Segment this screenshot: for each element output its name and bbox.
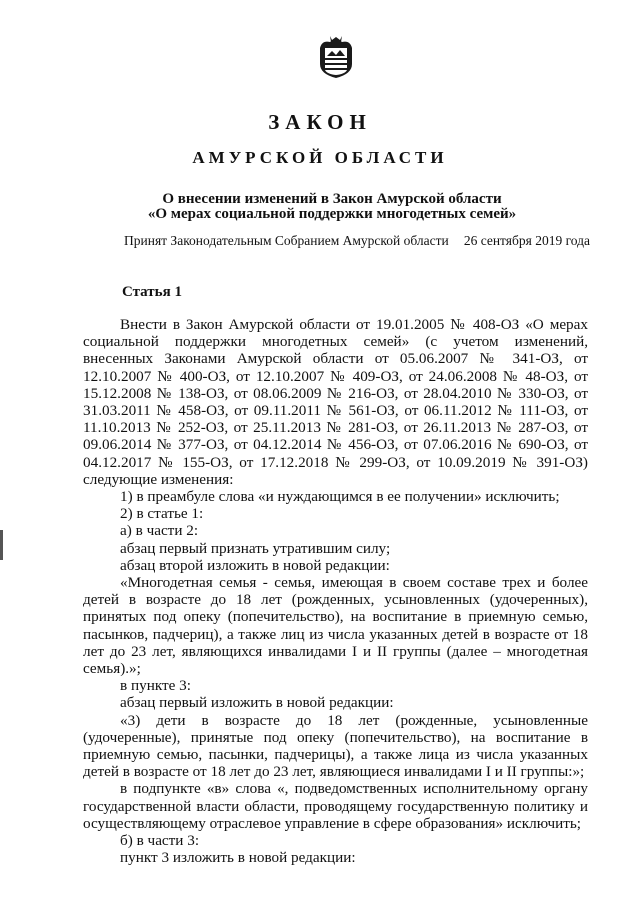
adopted-date: 26 сентября 2019 года xyxy=(463,233,590,248)
document-title: ЗАКОН xyxy=(268,110,372,134)
paragraph: б) в части 3: xyxy=(120,832,200,850)
paragraph: а) в части 2: xyxy=(120,522,199,540)
quoted-paragraph: «Многодетная семья - семья, имеющая в своем составе трех и более детей в возрасте до 18 лет (рожденных, усыновленных (удочеренных), принятых под опеку (попечительство), на воспитание в приемную семью, пасынков, падчериц), а также лиц из числа указанных детей в возрасте от 18 лет до 23 лет, являющихся инвалидами I и II группы (далее – многодетная семья).»; xyxy=(83,574,588,678)
paragraph: в пункте 3: xyxy=(120,677,191,695)
article-heading: Статья 1 xyxy=(122,284,182,300)
subject-line-2: «О мерах социальной поддержки многодетных семей» xyxy=(147,206,517,222)
article-body xyxy=(83,316,588,867)
subject-line-1: О внесении изменений в Закон Амурской области xyxy=(162,191,502,207)
adoption-line xyxy=(124,233,590,249)
issuing-region: АМУРСКОЙ ОБЛАСТИ xyxy=(192,148,448,167)
scan-edge-mark xyxy=(0,530,3,560)
paragraph: абзац первый признать утратившим силу; xyxy=(120,539,391,557)
quoted-paragraph: «3) дети в возрасте до 18 лет (рожденные, усыновленные (удочеренные), принятые под опеку (попечительство), на воспитание в приемную семью, пасынки, падчерицы), а также лица из числа указанных детей в возрасте от 18 лет до 23 лет, являющиеся инвалидами I и II группы:»; xyxy=(83,711,588,781)
paragraph: в подпункте «в» слова «, подведомственных исполнительному органу государственной власти области, проводящему государственную политику и осуществляющему отраслевое управление в сфере образования» исключить; xyxy=(83,780,588,832)
paragraph: абзац второй изложить в новой редакции: xyxy=(120,556,390,574)
article-intro: Внести в Закон Амурской области от 19.01.2005 № 408-ОЗ «О мерах социальной поддержки многодетных семей» (с учетом изменений, внесенных Законами Амурской области от 05.06.2007 № 341-ОЗ, от 12.10.2007 № 400-ОЗ, от 12.10.2007 № 409-ОЗ, от 24.06.2008 № 48-ОЗ, от 15.12.2008 № 138-ОЗ, от 08.06.2009 № 216-ОЗ, от 28.04.2010 № 330-ОЗ, от 31.03.2011 № 458-ОЗ, от 09.11.2011 № 561-ОЗ, от 06.11.2012 № 111-ОЗ, от 11.10.2013 № 252-ОЗ, от 25.11.2013 № 281-ОЗ, от 26.11.2013 № 287-ОЗ, от 09.06.2014 № 377-ОЗ, от 04.12.2014 № 456-ОЗ, от 07.06.2016 № 690-ОЗ, от 04.12.2017 № 155-ОЗ, от 17.12.2018 № 299-ОЗ, от 10.09.2019 № 391-ОЗ) следующие изменения: xyxy=(83,316,588,488)
paragraph: 2) в статье 1: xyxy=(120,505,204,523)
adopted-by: Принят Законодательным Собранием Амурской области xyxy=(124,233,449,248)
paragraph: 1) в преамбуле слова «и нуждающимся в ее получении» исключить; xyxy=(120,488,560,506)
law-subject xyxy=(0,192,640,222)
paragraph: пункт 3 изложить в новой редакции: xyxy=(120,849,356,867)
paragraph: абзац первый изложить в новой редакции: xyxy=(120,694,394,712)
coat-of-arms-emblem xyxy=(316,34,356,80)
